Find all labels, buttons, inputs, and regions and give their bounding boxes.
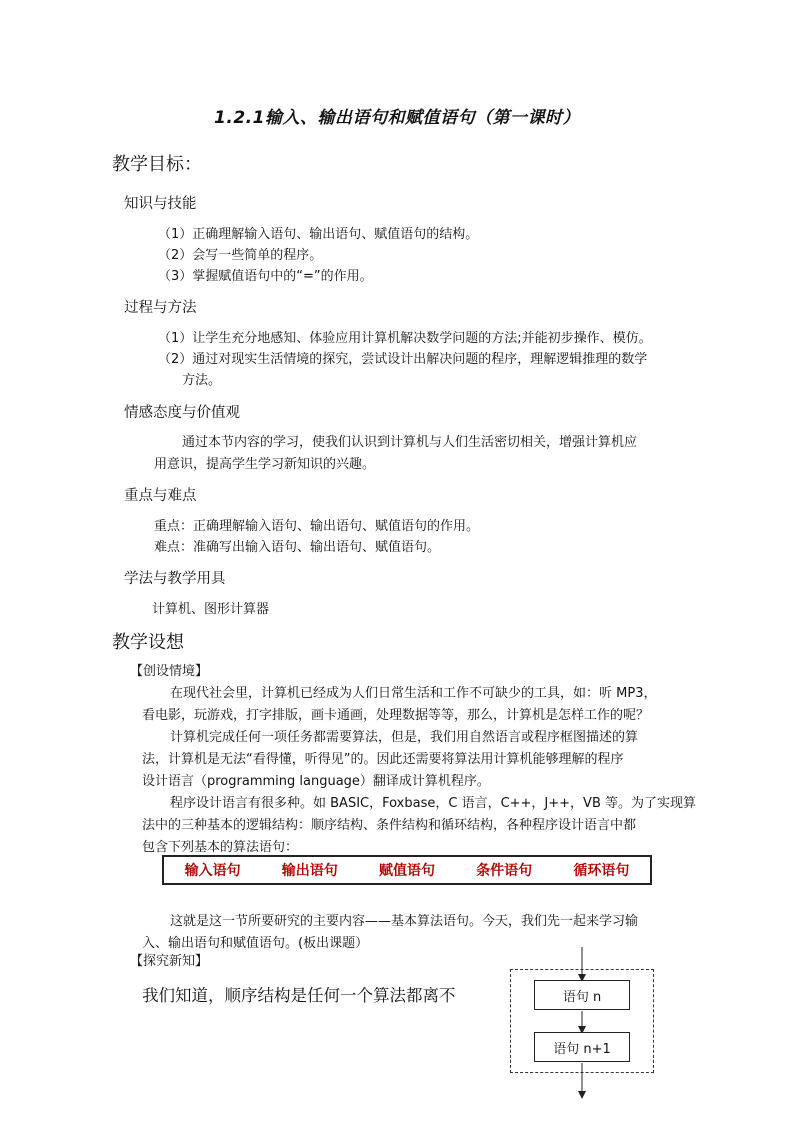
knowledge-heading: 知识与技能	[124, 196, 197, 212]
key-point: 重点：正确理解输入语句、输出语句、赋值语句的作用。	[154, 519, 480, 534]
statement-output: 输出语句	[281, 863, 338, 879]
topic-line-1: 这就是这一节所要研究的主要内容——基本算法语句。今天，我们先一起来学习输	[170, 914, 639, 929]
scenario-line-7: 法中的三种基本的逻辑结构：顺序结构、条件结构和循环结构，各种程序设计语言中都	[142, 818, 637, 833]
emotion-heading: 情感态度与价值观	[124, 405, 240, 421]
page-title: 1.2.1输入、输出语句和赋值语句（第一课时）	[214, 108, 580, 128]
statement-input: 输入语句	[184, 863, 241, 879]
flow-box-2-label: 语句 n+1	[553, 1041, 611, 1057]
scenario-line-6: 程序设计语言有很多种。如 BASIC，Foxbase，C 语言，C++，J++，VB 等。为了实现算	[170, 796, 696, 811]
emotion-line-2: 用意识，提高学生学习新知识的兴趣。	[154, 457, 376, 472]
process-item-1: （1）让学生充分地感知、体验应用计算机解决数学问题的方法;并能初步操作、模仿。	[158, 331, 652, 346]
scenario-line-5: 设计语言（programming language）翻译成计算机程序。	[142, 774, 490, 789]
statement-loop: 循环语句	[573, 863, 630, 879]
flowchart-arrows	[500, 945, 660, 1105]
scenario-line-3: 计算机完成任何一项任务都需要算法，但是，我们用自然语言或程序框图描述的算	[170, 730, 639, 745]
objectives-heading: 教学目标：	[112, 154, 202, 175]
statement-condition: 条件语句	[476, 863, 533, 879]
process-heading: 过程与方法	[124, 300, 197, 316]
topic-line-2: 入、输出语句和赋值语句。(板出课题）	[142, 936, 369, 951]
tools-heading: 学法与教学用具	[124, 571, 226, 587]
tools-text: 计算机、图形计算器	[152, 602, 270, 617]
scenario-label: 【创设情境】	[130, 664, 209, 679]
emotion-line-1: 通过本节内容的学习，使我们认识到计算机与人们生活密切相关，增强计算机应	[182, 435, 638, 450]
difficult-point: 难点：准确写出输入语句、输出语句、赋值语句。	[154, 540, 441, 555]
explore-text: 我们知道，顺序结构是任何一个算法都离不	[142, 986, 456, 1005]
process-item-2-cont: 方法。	[182, 373, 222, 388]
flow-box-statement-n	[534, 980, 630, 1010]
statement-types-box	[162, 855, 652, 885]
flow-box-statement-n-plus-1	[534, 1032, 630, 1062]
process-item-2: （2）通过对现实生活情境的探究，尝试设计出解决问题的程序，理解逻辑推理的数学	[158, 352, 648, 367]
scenario-line-4: 法，计算机是无法“看得懂，听得见”的。因此还需要将算法用计算机能够理解的程序	[142, 752, 624, 767]
flow-box-1-label: 语句 n	[562, 989, 602, 1005]
scenario-line-8: 包含下列基本的算法语句：	[142, 840, 299, 855]
design-heading: 教学设想	[112, 632, 184, 653]
explore-label: 【探究新知】	[130, 954, 209, 969]
knowledge-item-2: （2）会写一些简单的程序。	[158, 248, 323, 263]
knowledge-item-1: （1）正确理解输入语句、输出语句、赋值语句的结构。	[158, 227, 479, 242]
scenario-line-1: 在现代社会里，计算机已经成为人们日常生活和工作不可缺少的工具，如：听 MP3，	[170, 686, 657, 701]
knowledge-item-3: （3）掌握赋值语句中的“=”的作用。	[158, 269, 373, 284]
keypoints-heading: 重点与难点	[124, 488, 197, 504]
scenario-line-2: 看电影，玩游戏，打字排版，画卡通画，处理数据等等，那么，计算机是怎样工作的呢？	[142, 708, 650, 723]
statement-assign: 赋值语句	[378, 863, 435, 879]
